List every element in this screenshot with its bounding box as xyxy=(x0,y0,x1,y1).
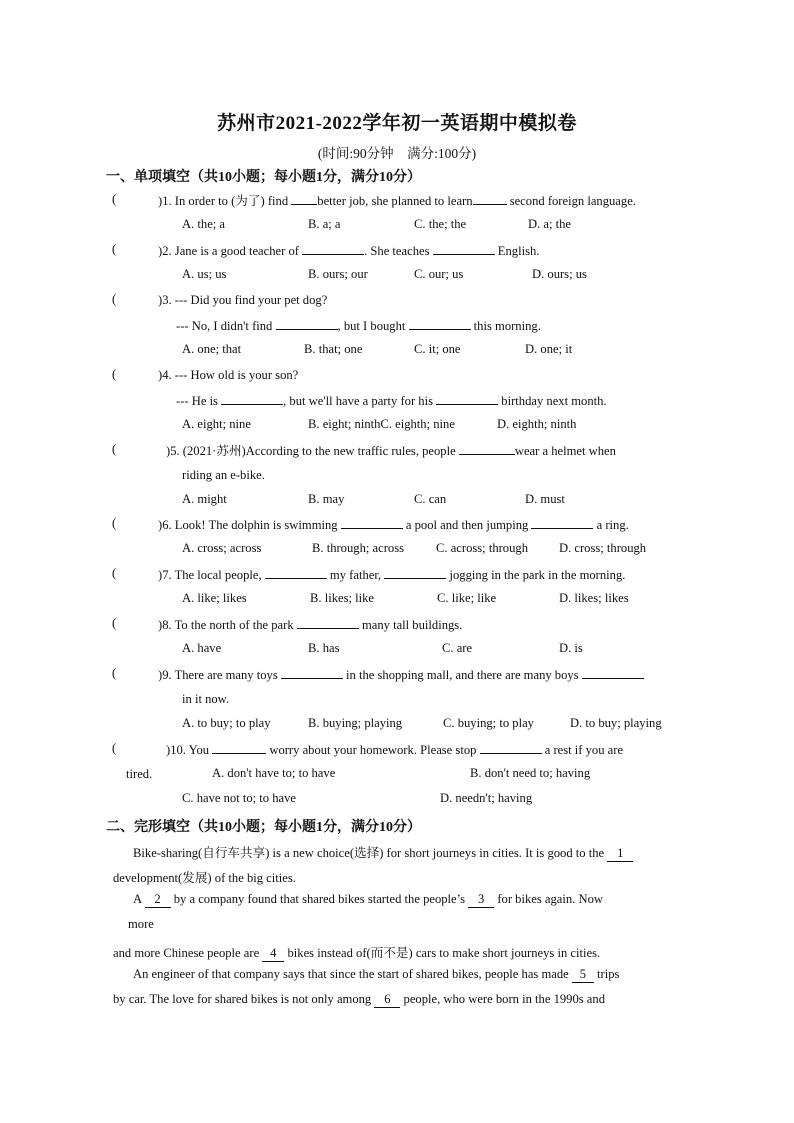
answer-paren: ( xyxy=(112,192,117,206)
question-4-line-2: --- He is , but we'll have a party for his birthday next month. xyxy=(176,394,607,408)
answer-paren: ( xyxy=(112,566,117,580)
option-b: B. may xyxy=(308,492,345,506)
cloze-paragraph-2-cont: more xyxy=(128,917,154,931)
option-a: A. us; us xyxy=(182,267,227,281)
option-b: B. ours; our xyxy=(308,267,368,281)
option-a: A. might xyxy=(182,492,227,506)
option-c: C. are xyxy=(442,641,473,655)
cloze-paragraph-3: and more Chinese people are 4 bikes instead of(而不是) cars to make short journeys in cities. xyxy=(113,946,601,960)
option-a: A. don't have to; to have xyxy=(212,766,336,780)
option-a: A. to buy; to play xyxy=(182,716,271,730)
section-heading-1: 一、单项填空（共10小题；每小题1分，满分10分） xyxy=(106,170,421,185)
option-a: A. one; that xyxy=(182,342,242,356)
page-title: 苏州市2021-2022学年初一英语期中模拟卷 xyxy=(217,113,577,134)
answer-paren: ( xyxy=(112,242,117,256)
option-a: A. like; likes xyxy=(182,591,247,605)
option-d: D. to buy; playing xyxy=(570,716,662,730)
section-heading-2: 二、完形填空（共10小题；每小题1分，满分10分） xyxy=(106,820,421,835)
cloze-paragraph-1-cont: development(发展) of the big cities. xyxy=(113,871,296,885)
question-10-line-2: tired. xyxy=(126,767,153,781)
option-d: D. likes; likes xyxy=(559,591,629,605)
option-d: D. must xyxy=(525,492,565,506)
question-10: )10. You worry about your homework. Please stop a rest if you are xyxy=(166,743,624,757)
option-b: B. don't need to; having xyxy=(470,766,591,780)
cloze-paragraph-2: A 2 by a company found that shared bikes started the people’s 3 for bikes again. Now xyxy=(133,892,603,906)
option-c: C. the; the xyxy=(414,217,467,231)
question-6: )6. Look! The dolphin is swimming a pool and then jumping a ring. xyxy=(158,518,629,532)
question-5-line-2: riding an e-bike. xyxy=(182,468,265,482)
option-a: A. the; a xyxy=(182,217,226,231)
option-b: B. a; a xyxy=(308,217,341,231)
question-3-line-2: --- No, I didn't find , but I bought this morning. xyxy=(176,319,541,333)
option-b: B. likes; like xyxy=(310,591,375,605)
option-c: C. it; one xyxy=(414,342,461,356)
option-a: A. eight; nine xyxy=(182,417,251,431)
question-1: )1. In order to (为了) find better job, she planned to learn second foreign language. xyxy=(158,194,636,208)
question-7: )7. The local people, my father, jogging in the park in the morning. xyxy=(158,568,626,582)
question-9-line-2: in it now. xyxy=(182,692,230,706)
page-subtitle: (时间:90分钟 满分:100分) xyxy=(317,146,477,161)
cloze-paragraph-5: by car. The love for shared bikes is not only among 6 people, who were born in the 1990s and xyxy=(113,992,605,1006)
option-d: D. one; it xyxy=(525,342,573,356)
option-c: C. like; like xyxy=(437,591,497,605)
option-d: D. needn't; having xyxy=(440,791,533,805)
option-d: D. is xyxy=(559,641,583,655)
answer-paren: ( xyxy=(112,666,117,680)
option-a: A. cross; across xyxy=(182,541,262,555)
option-c: C. across; through xyxy=(436,541,528,555)
option-c: C. can xyxy=(414,492,447,506)
option-b: B. that; one xyxy=(304,342,363,356)
cloze-paragraph-1: Bike-sharing(自行车共享) is a new choice(选择) for short journeys in cities. It is good to the 1 xyxy=(133,842,633,862)
question-2: )2. Jane is a good teacher of . She teaches English. xyxy=(158,244,540,258)
answer-paren: ( xyxy=(112,367,117,381)
answer-paren: ( xyxy=(112,516,117,530)
option-c: C. have not to; to have xyxy=(182,791,297,805)
option-c: C. buying; to play xyxy=(443,716,534,730)
question-4: )4. --- How old is your son? xyxy=(158,368,299,382)
cloze-paragraph-4: An engineer of that company says that since the start of shared bikes, people has made 5 trips xyxy=(133,967,620,981)
option-d: D. eighth; ninth xyxy=(497,417,577,431)
answer-paren: ( xyxy=(112,292,117,306)
answer-paren: ( xyxy=(112,741,117,755)
option-b: B. buying; playing xyxy=(308,716,403,730)
option-b: B. through; across xyxy=(312,541,404,555)
option-a: A. have xyxy=(182,641,222,655)
question-9: )9. There are many toys in the shopping mall, and there are many boys xyxy=(158,666,644,683)
answer-paren: ( xyxy=(112,442,117,456)
option-b: B. has xyxy=(308,641,340,655)
option-b-c: B. eight; ninthC. eighth; nine xyxy=(308,417,455,431)
option-c: C. our; us xyxy=(414,267,464,281)
option-d: D. cross; through xyxy=(559,541,647,555)
question-5: )5. (2021·苏州)According to the new traffic rules, people wear a helmet when xyxy=(166,444,616,458)
question-8: )8. To the north of the park many tall buildings. xyxy=(158,618,463,632)
question-3: )3. --- Did you find your pet dog? xyxy=(158,293,328,307)
option-d: D. a; the xyxy=(528,217,572,231)
option-d: D. ours; us xyxy=(532,267,587,281)
answer-paren: ( xyxy=(112,616,117,630)
